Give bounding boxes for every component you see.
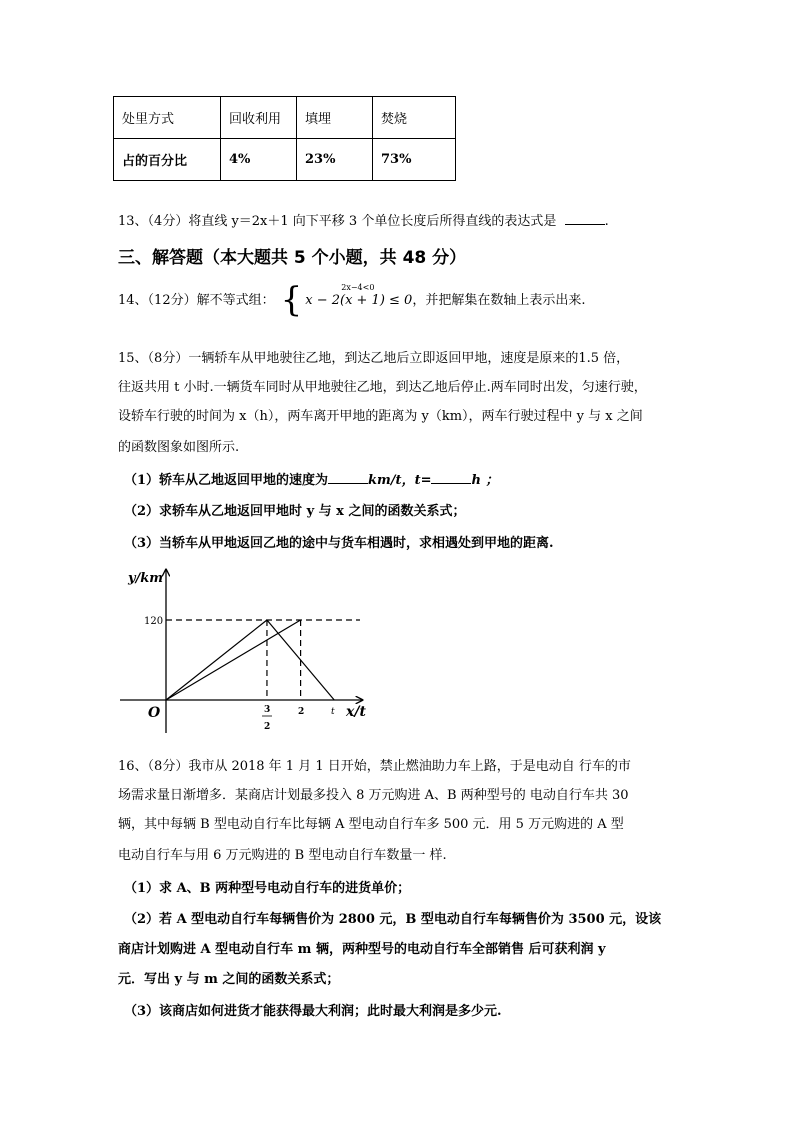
y-axis-label: y/km (128, 571, 164, 586)
q16-line: 电动自行车与用 6 万元购进的 B 型电动自行车数量一 样. (118, 848, 447, 863)
q15-sub3: （3）当轿车从甲地返回乙地的途中与货车相遇时，求相遇处到甲地的距离. (124, 536, 554, 551)
table-cell: 占的百分比 (114, 139, 221, 181)
q15-sub2: （2）求轿车从乙地返回甲地时 y 与 x 之间的函数关系式； (124, 504, 466, 519)
table-cell: 焚烧 (373, 97, 456, 139)
q15-line: 的函数图象如图所示. (118, 440, 240, 455)
truck-line-segment (166, 620, 301, 700)
q14-top-inequality: 2x−4<0 (341, 283, 375, 292)
x-tick-frac-den: 2 (264, 722, 271, 732)
x-tick-2: 2 (298, 707, 305, 717)
table-cell: 处里方式 (114, 97, 221, 139)
q15-line: 设轿车行驶的时间为 x（h），两车离开甲地的距离为 y（km），两车行驶过程中 y 与 x 之间 (118, 409, 643, 424)
table-cell: 4% (221, 139, 297, 181)
q14-inequality: x − 2(x + 1) ≤ 0 (305, 293, 413, 308)
q16-line: 16、（8分）我市从 2018 年 1 月 1 日开始，禁止燃油助力车上路，于是电动自 行车的市 (118, 759, 631, 774)
sub1-unit: km/t，t= (368, 473, 432, 488)
q16-line: （1）求 A、B 两种型号电动自行车的进货单价； (124, 881, 411, 896)
q16-line: 商店计划购进 A 型电动自行车 m 辆，两种型号的电动自行车全部销售 后可获利润 y (118, 942, 606, 957)
table-cell: 73% (373, 139, 456, 181)
q16-line: 场需求量日渐增多．某商店计划最多投入 8 万元购进 A、B 两种型号的 电动自行车共 30 (118, 788, 629, 803)
sub1-text: （1）轿车从乙地返回甲地的速度为 (124, 473, 329, 488)
q14-suffix: ，并把解集在数轴上表示出来. (412, 293, 586, 308)
x-tick-t: t (331, 707, 335, 717)
table-cell: 填埋 (297, 97, 373, 139)
q14-prefix: 14、（12分）解不等式组： (118, 293, 275, 308)
table-cell: 回收利用 (221, 97, 297, 139)
q13-text: 13、（4分）将直线 y＝2x＋1 向下平移 3 个单位长度后所得直线的表达式是 (118, 214, 557, 229)
q13-end: . (604, 214, 609, 229)
sub1-end: h ； (471, 473, 499, 488)
section-heading: 三、解答题（本大题共 5 个小题，共 48 分） (118, 248, 467, 268)
table-cell: 23% (297, 139, 373, 181)
q15-line: 往返共用 t 小时.一辆货车同时从甲地驶往乙地，到达乙地后停止.两车同时出发，匀速行驶， (118, 380, 647, 395)
origin-label: O (148, 705, 161, 721)
x-tick-frac-num: 3 (264, 705, 271, 715)
x-axis-label: x/t (346, 704, 366, 720)
y-tick-120: 120 (144, 616, 164, 627)
q16-line: （3）该商店如何进货才能获得最大利润；此时最大利润是多少元. (124, 1004, 502, 1019)
q15-line: 15、（8分）一辆轿车从甲地驶往乙地，到达乙地后立即返回甲地，速度是原来的1.5 倍， (118, 351, 630, 366)
q16-line: 辆，其中每辆 B 型电动自行车比每辆 A 型电动自行车多 500 元．用 5 万元购进的 A 型 (118, 817, 624, 832)
car-line-segment (166, 620, 267, 700)
q16-line: （2）若 A 型电动自行车每辆售价为 2800 元，B 型电动自行车每辆售价为 3500 元，设该 (124, 912, 662, 927)
brace-symbol: { (280, 280, 303, 320)
q16-line: 元．写出 y 与 m 之间的函数关系式； (118, 972, 340, 987)
